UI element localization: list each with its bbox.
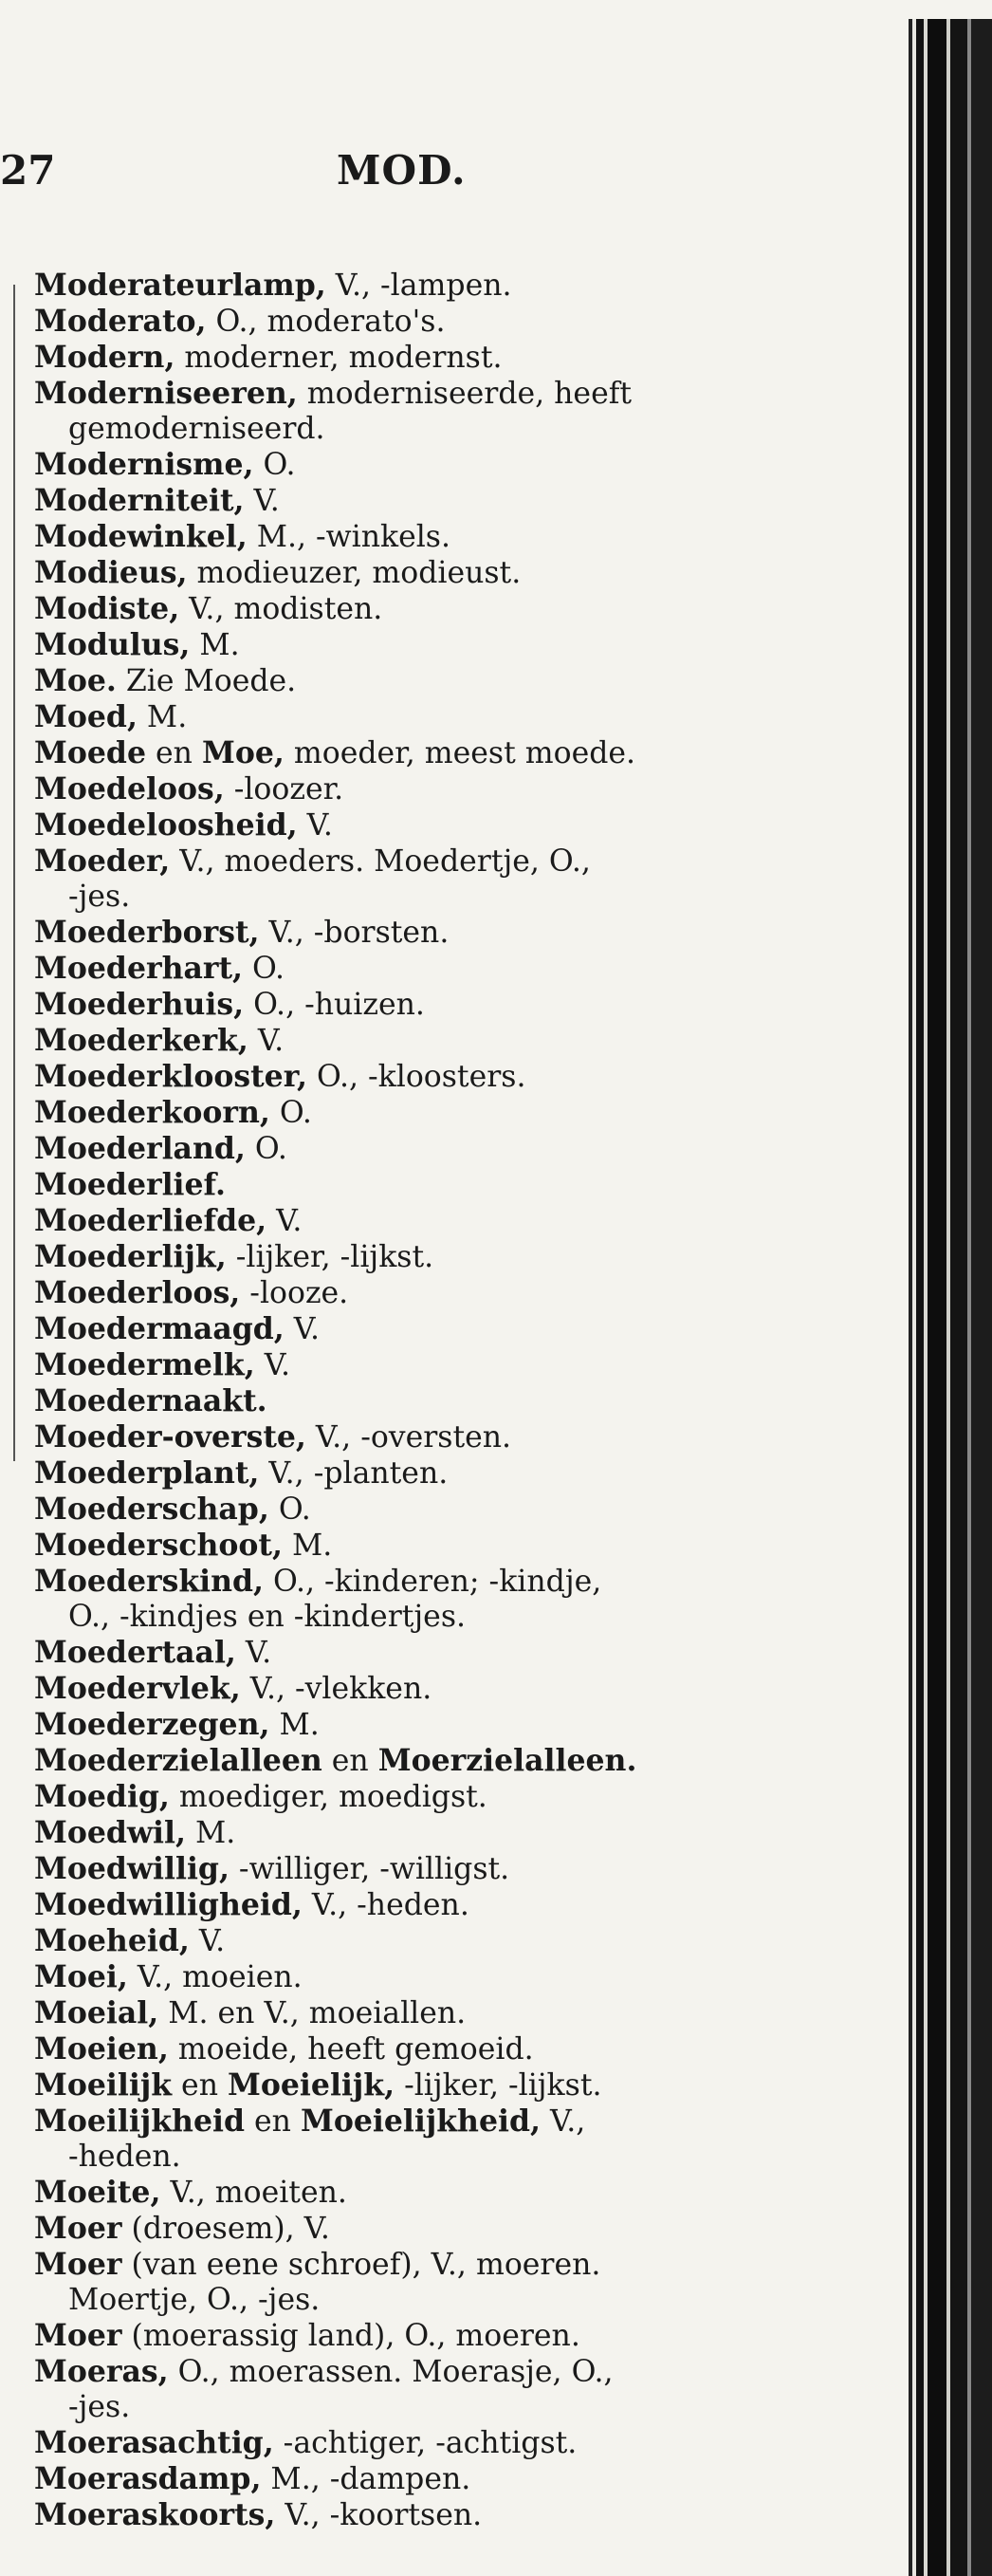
headword: Moer bbox=[34, 2211, 122, 2246]
entry-text: moderner, modernst. bbox=[175, 341, 503, 375]
headword: Moeilijk bbox=[34, 2067, 173, 2103]
entry-text: O., -huizen. bbox=[244, 988, 425, 1022]
entry-text: O. bbox=[245, 1132, 287, 1166]
dictionary-entry bbox=[34, 1995, 755, 2031]
entry-text: V. bbox=[244, 484, 280, 518]
dictionary-entry bbox=[34, 771, 755, 807]
headword: Moederland, bbox=[34, 1131, 246, 1166]
entry-text: V. bbox=[248, 1024, 285, 1058]
headword-variant: Moeielijkheid, bbox=[300, 2103, 541, 2139]
entry-text: O., -kinderen; -kindje, bbox=[264, 1565, 602, 1599]
headword-variant: Moeielijk, bbox=[228, 2067, 395, 2103]
dictionary-entry bbox=[34, 1275, 755, 1311]
headword: Moed, bbox=[34, 699, 138, 734]
dictionary-entry bbox=[34, 268, 755, 304]
dictionary-entry bbox=[34, 1743, 755, 1779]
entry-text: O., -kloosters. bbox=[307, 1060, 526, 1094]
headword: Moederloos, bbox=[34, 1275, 241, 1310]
headword: Moderato, bbox=[34, 304, 207, 339]
dictionary-entry bbox=[34, 304, 755, 340]
headword: Moederlief. bbox=[34, 1167, 226, 1202]
margin-rule bbox=[13, 285, 15, 1461]
headword: Modiste, bbox=[34, 591, 180, 626]
dictionary-entry bbox=[34, 663, 755, 699]
entry-text: (droesem), V. bbox=[121, 2212, 330, 2246]
headword: Moederklooster, bbox=[34, 1059, 307, 1094]
entry-text: M. bbox=[190, 628, 240, 662]
dictionary-entry bbox=[34, 1671, 755, 1707]
dictionary-entry bbox=[34, 2103, 755, 2140]
headword: Moeder-overste, bbox=[34, 1419, 306, 1455]
headword: Moedermaagd, bbox=[34, 1311, 285, 1346]
headword: Moedermelk, bbox=[34, 1347, 255, 1382]
dictionary-entry bbox=[34, 1167, 755, 1203]
headword: Moderniseeren, bbox=[34, 376, 298, 411]
entry-continuation: -jes. bbox=[68, 2390, 131, 2424]
dictionary-entry bbox=[34, 1347, 755, 1383]
dictionary-entry bbox=[34, 1815, 755, 1851]
headword: Moeraskoorts, bbox=[34, 2497, 276, 2532]
entry-text: -achtiger, -achtigst. bbox=[273, 2426, 578, 2460]
headword: Moeras, bbox=[34, 2354, 169, 2389]
entry-text: (van eene schroef), V., moeren. bbox=[121, 2248, 601, 2282]
entry-text: modieuzer, modieust. bbox=[187, 556, 522, 590]
headword: Moederhart, bbox=[34, 951, 244, 986]
dictionary-entry bbox=[34, 807, 755, 843]
entry-text: V., -borsten. bbox=[259, 916, 450, 950]
headword: Moederlijk, bbox=[34, 1239, 227, 1274]
headword: Moederschoot, bbox=[34, 1528, 283, 1563]
entry-continuation: Moertje, O., -jes. bbox=[68, 2283, 321, 2317]
headword: Moedwil, bbox=[34, 1815, 186, 1850]
entry-text: (moerassig land), O., moeren. bbox=[121, 2319, 580, 2353]
headword: Moeien, bbox=[34, 2031, 169, 2066]
entry-continuation: -jes. bbox=[68, 880, 131, 914]
headword: Moederkoorn, bbox=[34, 1095, 270, 1130]
dictionary-entry bbox=[34, 1311, 755, 1347]
dictionary-entry bbox=[34, 915, 755, 951]
entry-text: M. bbox=[137, 700, 188, 734]
headword: Moedeloos, bbox=[34, 771, 225, 806]
headword: Moeder, bbox=[34, 843, 171, 879]
dictionary-entry bbox=[34, 987, 755, 1023]
dictionary-entry bbox=[34, 2354, 755, 2390]
headword: Modewinkel, bbox=[34, 519, 248, 554]
dictionary-entry bbox=[34, 1023, 755, 1059]
dictionary-entry bbox=[34, 447, 755, 483]
entry-text: en bbox=[321, 1744, 378, 1778]
dictionary-entry bbox=[34, 1455, 755, 1492]
entry-text: O. bbox=[253, 448, 296, 482]
headword: Moedwillig, bbox=[34, 1851, 230, 1886]
entry-text: O. bbox=[243, 952, 285, 986]
headword: Moederliefde, bbox=[34, 1203, 267, 1238]
dictionary-entry bbox=[34, 2031, 755, 2067]
dictionary-entry bbox=[34, 843, 755, 880]
headword: Moedernaakt. bbox=[34, 1383, 267, 1418]
dictionary-entry bbox=[34, 699, 755, 735]
dictionary-entry bbox=[34, 951, 755, 987]
dictionary-entry bbox=[34, 1131, 755, 1167]
headword: Moer bbox=[34, 2247, 122, 2282]
headword: Moeial, bbox=[34, 1995, 159, 2030]
dictionary-entry bbox=[34, 555, 755, 591]
dictionary-entry bbox=[34, 376, 755, 412]
dictionary-entry bbox=[34, 1419, 755, 1455]
dictionary-entry bbox=[34, 1095, 755, 1131]
dictionary-entry bbox=[34, 1959, 755, 1995]
headword: Moedig, bbox=[34, 1779, 170, 1814]
entry-text: M. en V., moeiallen. bbox=[158, 1996, 467, 2030]
dictionary-entry bbox=[34, 1383, 755, 1419]
dictionary-entry bbox=[34, 2211, 755, 2247]
headword: Moeilijkheid bbox=[34, 2103, 245, 2139]
dictionary-entry bbox=[34, 1564, 755, 1600]
entry-text: V. bbox=[189, 1924, 226, 1958]
headword: Modernisme, bbox=[34, 447, 254, 482]
headword: Moederhuis, bbox=[34, 987, 245, 1022]
entry-text: M. bbox=[269, 1708, 320, 1742]
dictionary-entry bbox=[34, 340, 755, 376]
entry-continuation: O., -kindjes en -kindertjes. bbox=[68, 1600, 467, 1634]
headword: Moede bbox=[34, 735, 146, 770]
headword: Modulus, bbox=[34, 627, 191, 662]
entry-text: M., -dampen. bbox=[261, 2462, 471, 2496]
dictionary-entry bbox=[34, 519, 755, 555]
dictionary-entry bbox=[34, 1779, 755, 1815]
entry-text: M., -winkels. bbox=[247, 520, 450, 554]
entry-text: V., -heden. bbox=[302, 1888, 469, 1922]
entry-text: O. bbox=[269, 1096, 312, 1130]
entry-text-tail: moeder, meest moede. bbox=[284, 736, 636, 770]
entry-text: moderniseerde, heeft bbox=[297, 377, 633, 411]
headword: Moderniteit, bbox=[34, 483, 245, 518]
entry-text: O., moerassen. Moerasje, O., bbox=[168, 2355, 614, 2389]
entry-text: en bbox=[172, 2068, 229, 2103]
entry-text-tail: V., bbox=[540, 2104, 586, 2139]
gutter-top bbox=[901, 0, 992, 19]
entry-text: V., moeiten. bbox=[160, 2176, 347, 2210]
dictionary-entry bbox=[34, 1203, 755, 1239]
headword: Moederplant, bbox=[34, 1455, 260, 1491]
entry-text: -williger, -willigst. bbox=[229, 1852, 510, 1886]
dictionary-entry bbox=[34, 1059, 755, 1095]
entry-continuation: -heden. bbox=[68, 2140, 181, 2174]
dictionary-entry bbox=[34, 2461, 755, 2497]
headword: Moedeloosheid, bbox=[34, 807, 298, 843]
headword: Moederborst, bbox=[34, 915, 260, 950]
dictionary-entry bbox=[34, 1851, 755, 1887]
entry-text: V., moeien. bbox=[127, 1960, 303, 1994]
entry-text: M. bbox=[185, 1816, 236, 1850]
headword: Moedervlek, bbox=[34, 1671, 241, 1706]
entry-text: V., -planten. bbox=[259, 1456, 449, 1491]
headword: Modern, bbox=[34, 340, 175, 375]
entry-text: V. bbox=[284, 1312, 321, 1346]
headword: Moer bbox=[34, 2318, 122, 2353]
entry-text: Zie Moede. bbox=[116, 664, 297, 698]
headword: Moederskind, bbox=[34, 1564, 265, 1599]
entry-text: V. bbox=[297, 808, 333, 843]
entry-text: V., -lampen. bbox=[325, 269, 512, 303]
book-gutter bbox=[901, 19, 992, 2576]
entry-text: V., -koortsen. bbox=[275, 2498, 483, 2532]
entry-text: V. bbox=[254, 1348, 290, 1382]
entry-text: moediger, moedigst. bbox=[169, 1780, 487, 1814]
entry-text: -lijker, -lijkst. bbox=[226, 1240, 434, 1274]
headword: Moedertaal, bbox=[34, 1635, 236, 1670]
dictionary-entry bbox=[34, 2067, 755, 2103]
headword: Moederzielalleen bbox=[34, 1743, 322, 1778]
entry-continuation: gemoderniseerd. bbox=[68, 412, 325, 446]
dictionary-entry bbox=[34, 2425, 755, 2461]
entry-text: V. bbox=[266, 1204, 303, 1238]
dictionary-entry bbox=[34, 1635, 755, 1671]
entry-text: en bbox=[244, 2104, 301, 2139]
dictionary-entry bbox=[34, 627, 755, 663]
entry-text: moeide, heeft gemoeid. bbox=[168, 2032, 534, 2066]
entry-text: O., moderato's. bbox=[206, 305, 446, 339]
dictionary-entry bbox=[34, 1239, 755, 1275]
entry-text: V. bbox=[235, 1636, 272, 1670]
headword: Moerasachtig, bbox=[34, 2425, 274, 2460]
dictionary-entry bbox=[34, 1492, 755, 1528]
entry-text: V., -oversten. bbox=[305, 1420, 512, 1455]
entry-text: en bbox=[146, 736, 202, 770]
headword-variant: Moe, bbox=[201, 735, 285, 770]
entry-text: O. bbox=[268, 1492, 311, 1527]
dictionary-entry bbox=[34, 2247, 755, 2283]
headword: Moei, bbox=[34, 1959, 128, 1994]
dictionary-entry bbox=[34, 2175, 755, 2211]
headword: Moerasdamp, bbox=[34, 2461, 262, 2496]
headword: Moe. bbox=[34, 663, 117, 698]
headword: Moderateurlamp, bbox=[34, 268, 326, 303]
entry-text: V., -vlekken. bbox=[240, 1672, 432, 1706]
headword: Moeheid, bbox=[34, 1923, 190, 1958]
entry-text: V., modisten. bbox=[179, 592, 383, 626]
headword: Modieus, bbox=[34, 555, 188, 590]
dictionary-entries bbox=[34, 268, 755, 2533]
entry-text: M. bbox=[282, 1529, 333, 1563]
entry-text: -loozer. bbox=[224, 772, 344, 806]
dictionary-entry bbox=[34, 1923, 755, 1959]
entry-text-tail: -lijker, -lijkst. bbox=[395, 2068, 602, 2103]
dictionary-entry bbox=[34, 2497, 755, 2533]
headword: Moedwilligheid, bbox=[34, 1887, 303, 1922]
headword: Moederschap, bbox=[34, 1492, 269, 1527]
dictionary-entry bbox=[34, 1707, 755, 1743]
headword: Moederkerk, bbox=[34, 1023, 248, 1058]
page-number: 27 bbox=[0, 147, 56, 194]
dictionary-entry bbox=[34, 591, 755, 627]
running-head: MOD. bbox=[337, 147, 467, 194]
headword-variant: Moerzielalleen. bbox=[377, 1743, 637, 1778]
entry-text: V., moeders. Moedertje, O., bbox=[170, 844, 591, 879]
dictionary-entry bbox=[34, 483, 755, 519]
headword: Moeite, bbox=[34, 2175, 161, 2210]
dictionary-entry bbox=[34, 1528, 755, 1564]
entry-text: -looze. bbox=[240, 1276, 349, 1310]
dictionary-entry bbox=[34, 1887, 755, 1923]
headword: Moederzegen, bbox=[34, 1707, 270, 1742]
dictionary-entry bbox=[34, 2318, 755, 2354]
dictionary-entry bbox=[34, 735, 755, 771]
